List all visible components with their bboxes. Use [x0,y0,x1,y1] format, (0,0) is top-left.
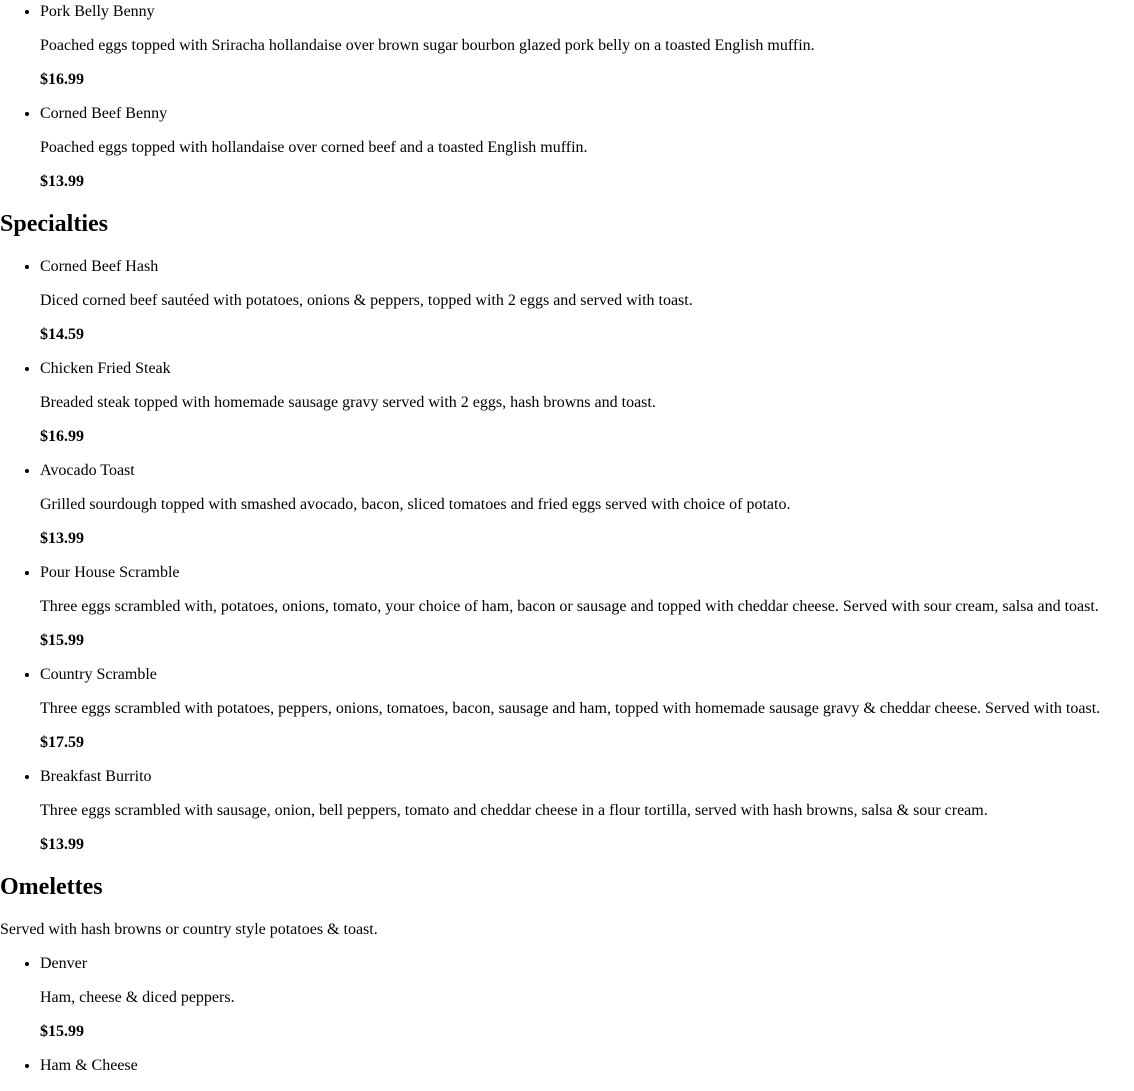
menu-item-name: • Denver [40,955,88,972]
menu-item-list [0,250,1134,862]
menu-item-name: • Avocado Toast [40,462,135,479]
menu-item-list [0,947,1134,1083]
menu-item-name: • Chicken Fried Steak [40,360,171,377]
menu-item-description: Grilled sourdough topped with smashed avocado, bacon, sliced tomatoes and fried eggs served with choice of potato. [40,496,791,513]
menu-item [40,97,1134,199]
section-note: Served with hash browns or country style potatoes & toast. [0,921,378,938]
menu-item-description: Three eggs scrambled with potatoes, peppers, onions, tomatoes, bacon, sausage and ham, topped with homemade sausage gravy & cheddar cheese. Served with toast. [40,700,1101,717]
menu-item [40,760,1134,862]
menu-item [40,1049,1134,1083]
menu-item-price: $15.99 [40,1023,84,1040]
menu-item-description: Ham, cheese & diced peppers. [40,989,235,1006]
menu-section-specialties [0,199,1134,862]
menu-item-price: $15.99 [40,632,84,649]
menu-item-price: $13.99 [40,173,84,190]
menu-item [40,947,1134,1049]
menu-item-name: • Pour House Scramble [40,564,180,581]
menu-item-name: • Ham & Cheese [40,1057,138,1074]
menu-item-name: • Corned Beef Hash [40,258,159,275]
menu-item-description: Three eggs scrambled with, potatoes, onions, tomato, your choice of ham, bacon or sausage and topped with cheddar cheese. Served with sour cream, salsa and toast. [40,598,1099,615]
menu-item-price: $16.99 [40,71,84,88]
menu-item-price: $13.99 [40,530,84,547]
menu-item-price: $17.59 [40,734,84,751]
menu-item [40,0,1134,97]
section-heading: Omelettes [0,874,103,900]
menu-item-price: $13.99 [40,836,84,853]
menu-item [40,454,1134,556]
menu-item-name: • Corned Beef Benny [40,105,168,122]
menu-section-omelettes [0,862,1134,1083]
menu-item-description: Diced corned beef sautéed with potatoes, onions & peppers, topped with 2 eggs and served with toast. [40,292,693,309]
menu-item [40,556,1134,658]
menu-section-benedicts [0,0,1134,199]
menu-item-description: Poached eggs topped with Sriracha hollandaise over brown sugar bourbon glazed pork belly on a toasted English muffin. [40,37,815,54]
section-heading: Specialties [0,211,108,237]
menu-item-name: • Country Scramble [40,666,157,683]
menu-item [40,658,1134,760]
menu-item-description: Breaded steak topped with homemade sausage gravy served with 2 eggs, hash browns and toast. [40,394,656,411]
menu-item-price: $14.59 [40,326,84,343]
menu-item [40,250,1134,352]
menu-item-name: • Breakfast Burrito [40,768,152,785]
menu-item-description: Poached eggs topped with hollandaise over corned beef and a toasted English muffin. [40,139,588,156]
menu-item-list [0,0,1134,199]
menu-item [40,352,1134,454]
menu-item-name: • Pork Belly Benny [40,3,155,20]
menu-item-description: Three eggs scrambled with sausage, onion, bell peppers, tomato and cheddar cheese in a flour tortilla, served with hash browns, salsa & sour cream. [40,802,988,819]
menu-item-price: $16.99 [40,428,84,445]
